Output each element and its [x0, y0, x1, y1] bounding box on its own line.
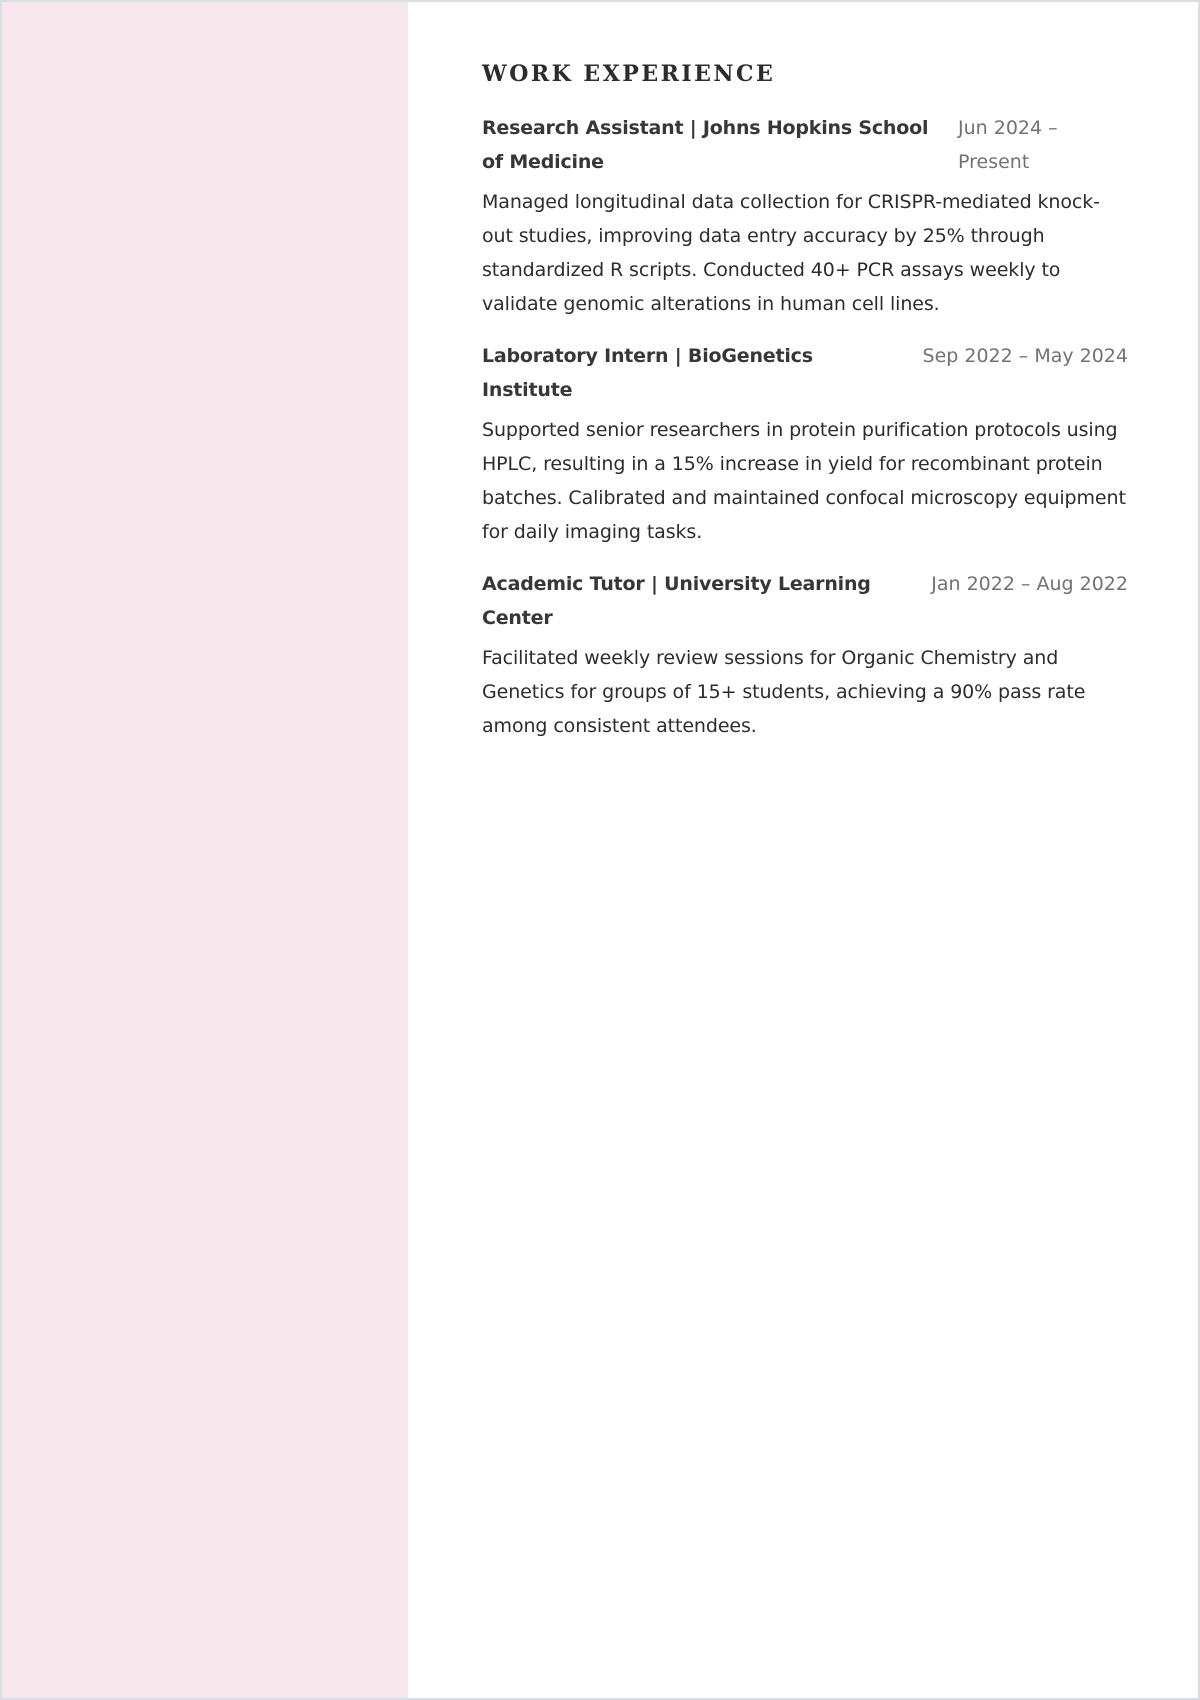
job-description: Managed longitudinal data collection for CRISPR-mediated knock-out studies, improving data entry accuracy by 25% through standardized R scripts. Conducted 40+ PCR assays weekly to validate genomic alterations in human cell lines.	[482, 190, 1100, 315]
job-header	[482, 111, 1128, 179]
job-dates: Jun 2024 – Present	[958, 116, 1058, 173]
job-description: Supported senior researchers in protein purification protocols using HPLC, resulting in a 15% increase in yield for recombinant protein batches. Calibrated and maintained confocal microscopy equipment for daily imaging tasks.	[482, 418, 1126, 543]
job-header	[482, 339, 1128, 407]
job-header	[482, 567, 1128, 635]
job-dates: Sep 2022 – May 2024	[922, 344, 1128, 367]
main-column	[482, 60, 1128, 761]
job-description: Facilitated weekly review sessions for Organic Chemistry and Genetics for groups of 15+ students, achieving a 90% pass rate among consistent attendees.	[482, 646, 1086, 737]
job-dates: Jan 2022 – Aug 2022	[931, 572, 1128, 595]
job-title: Laboratory Intern | BioGenetics Institute	[482, 344, 813, 401]
work-experience-section	[482, 60, 1128, 743]
job-entry-academic-tutor	[482, 567, 1128, 743]
job-title: Academic Tutor | University Learning Center	[482, 572, 871, 629]
job-entry-laboratory-intern	[482, 339, 1128, 549]
resume-sidebar	[2, 2, 408, 1698]
section-heading-work-experience: WORK EXPERIENCE	[482, 61, 776, 87]
job-entry-research-assistant	[482, 111, 1128, 321]
job-title: Research Assistant | Johns Hopkins School of Medicine	[482, 116, 929, 173]
